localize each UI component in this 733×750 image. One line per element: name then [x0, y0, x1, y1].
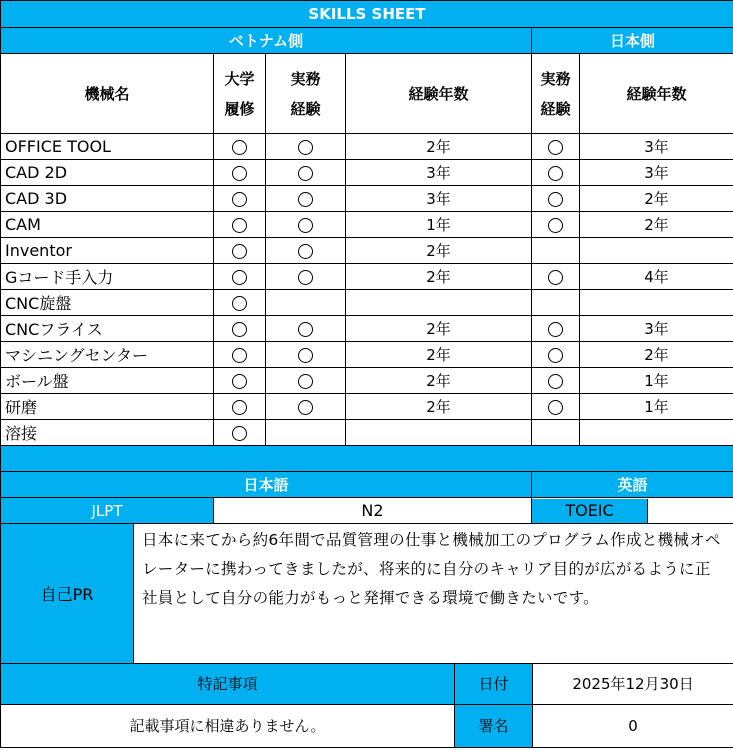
skill-name: CAM — [1, 212, 214, 238]
jp-practice-mark — [532, 238, 580, 264]
japan-header: 日本側 — [532, 28, 733, 54]
practice-years: 2年 — [346, 394, 532, 420]
practice-mark — [266, 134, 346, 160]
practice-years: 1年 — [346, 212, 532, 238]
university-mark — [214, 264, 266, 290]
english-lang-header: 英語 — [532, 472, 733, 498]
check-circle-icon — [232, 244, 247, 259]
skill-name: 溶接 — [1, 420, 214, 446]
practice-years: 2年 — [346, 342, 532, 368]
university-mark — [214, 290, 266, 316]
notes-row — [1, 664, 733, 705]
jp-practice-years: 3年 — [580, 134, 733, 160]
check-circle-icon — [298, 244, 313, 259]
col-practice-line2: 経験 — [290, 99, 321, 118]
spacer-band — [1, 446, 733, 472]
japanese-lang-header: 日本語 — [1, 472, 532, 498]
col-university-line2: 履修 — [224, 99, 255, 118]
skill-name: CNC旋盤 — [1, 290, 214, 316]
practice-mark — [266, 264, 346, 290]
skill-name: Inventor — [1, 238, 214, 264]
practice-years: 2年 — [346, 264, 532, 290]
pr-row — [1, 524, 733, 664]
check-circle-icon — [548, 140, 563, 155]
jp-practice-years: 2年 — [580, 186, 733, 212]
date-value: 2025年12月30日 — [572, 675, 694, 693]
notes-label: 特記事項 — [1, 664, 455, 704]
jp-practice-years: 3年 — [580, 316, 733, 342]
practice-mark — [266, 420, 346, 446]
university-mark — [214, 394, 266, 420]
check-circle-icon — [232, 400, 247, 415]
check-circle-icon — [548, 166, 563, 181]
jp-practice-years: 3年 — [580, 160, 733, 186]
check-circle-icon — [232, 426, 247, 441]
skill-row — [1, 160, 733, 186]
skill-row — [1, 420, 733, 446]
signature-value: 0 — [628, 717, 638, 735]
check-circle-icon — [548, 400, 563, 415]
jp-practice-years: 1年 — [580, 394, 733, 420]
declaration-row — [1, 705, 733, 748]
check-circle-icon — [232, 166, 247, 181]
practice-mark — [266, 212, 346, 238]
toeic-label: TOEIC — [532, 499, 648, 523]
university-mark — [214, 342, 266, 368]
university-mark — [214, 212, 266, 238]
check-circle-icon — [232, 374, 247, 389]
skill-rows — [1, 134, 733, 446]
practice-mark — [266, 394, 346, 420]
check-circle-icon — [232, 348, 247, 363]
skill-row — [1, 212, 733, 238]
check-circle-icon — [548, 270, 563, 285]
col-university-line1: 大学 — [224, 69, 255, 88]
university-mark — [214, 134, 266, 160]
check-circle-icon — [298, 400, 313, 415]
skill-row — [1, 394, 733, 420]
university-mark — [214, 420, 266, 446]
university-mark — [214, 316, 266, 342]
check-circle-icon — [298, 140, 313, 155]
jp-practice-years — [580, 420, 733, 446]
practice-mark — [266, 316, 346, 342]
check-circle-icon — [232, 140, 247, 155]
practice-years: 3年 — [346, 186, 532, 212]
practice-years — [346, 420, 532, 446]
skill-name: Gコード手入力 — [1, 264, 214, 290]
university-mark — [214, 368, 266, 394]
skill-name: 研磨 — [1, 394, 214, 420]
col-university — [214, 54, 266, 134]
jp-practice-mark — [532, 316, 580, 342]
university-mark — [214, 160, 266, 186]
col-practice-line1: 実務 — [290, 69, 321, 88]
check-circle-icon — [298, 192, 313, 207]
skill-name: ボール盤 — [1, 368, 214, 394]
skill-row — [1, 264, 733, 290]
declaration-text: 記載事項に相違ありません。 — [1, 705, 455, 747]
date-label: 日付 — [455, 664, 533, 704]
jp-practice-years — [580, 290, 733, 316]
pr-text: 日本に来てから約6年間で品質管理の仕事と機械加工のプログラム作成と機械オペレーターに携わってきましたが、将来的に自分のキャリア目的が広がるように正社員として自分の能力がもっと発揮できる環境で働きたいです。 — [142, 531, 721, 607]
practice-mark — [266, 368, 346, 394]
col-jp-practice-line1: 実務 — [540, 69, 571, 88]
practice-mark — [266, 342, 346, 368]
jp-practice-mark — [532, 420, 580, 446]
toeic-cell — [532, 498, 733, 524]
jp-practice-mark — [532, 394, 580, 420]
practice-years: 3年 — [346, 160, 532, 186]
col-years: 経験年数 — [346, 54, 532, 134]
check-circle-icon — [548, 322, 563, 337]
jp-practice-mark — [532, 264, 580, 290]
skill-name: CNCフライス — [1, 316, 214, 342]
university-mark — [214, 186, 266, 212]
jp-practice-mark — [532, 134, 580, 160]
vietnam-header: ベトナム側 — [1, 28, 532, 54]
practice-mark — [266, 186, 346, 212]
jp-practice-years: 4年 — [580, 264, 733, 290]
col-practice — [266, 54, 346, 134]
jlpt-value: N2 — [214, 498, 532, 524]
practice-years: 2年 — [346, 368, 532, 394]
skill-row — [1, 368, 733, 394]
practice-years: 2年 — [346, 316, 532, 342]
signature-label: 署名 — [455, 705, 533, 747]
toeic-value — [648, 499, 733, 523]
skill-name: CAD 2D — [1, 160, 214, 186]
skill-row — [1, 238, 733, 264]
col-machine-name: 機械名 — [1, 54, 214, 134]
col-jp-years: 経験年数 — [580, 54, 733, 134]
check-circle-icon — [232, 270, 247, 285]
practice-years — [346, 290, 532, 316]
practice-mark — [266, 238, 346, 264]
check-circle-icon — [548, 348, 563, 363]
col-jp-practice-line2: 経験 — [540, 99, 571, 118]
check-circle-icon — [232, 296, 247, 311]
jp-practice-mark — [532, 290, 580, 316]
practice-mark — [266, 160, 346, 186]
skill-row — [1, 342, 733, 368]
check-circle-icon — [232, 192, 247, 207]
jp-practice-mark — [532, 212, 580, 238]
skill-row — [1, 316, 733, 342]
practice-years: 2年 — [346, 134, 532, 160]
skill-row — [1, 134, 733, 160]
col-jp-practice — [532, 54, 580, 134]
skill-name: CAD 3D — [1, 186, 214, 212]
skill-name: マシニングセンター — [1, 342, 214, 368]
jp-practice-years — [580, 238, 733, 264]
check-circle-icon — [298, 166, 313, 181]
jp-practice-years: 2年 — [580, 212, 733, 238]
jlpt-label: JLPT — [1, 498, 214, 524]
check-circle-icon — [298, 322, 313, 337]
sheet-title: SKILLS SHEET — [1, 1, 733, 28]
jp-practice-mark — [532, 160, 580, 186]
check-circle-icon — [298, 374, 313, 389]
university-mark — [214, 238, 266, 264]
check-circle-icon — [548, 218, 563, 233]
check-circle-icon — [548, 192, 563, 207]
jp-practice-years: 2年 — [580, 342, 733, 368]
skill-row — [1, 186, 733, 212]
skill-row — [1, 290, 733, 316]
practice-years: 2年 — [346, 238, 532, 264]
skill-name: OFFICE TOOL — [1, 134, 214, 160]
check-circle-icon — [298, 218, 313, 233]
check-circle-icon — [232, 322, 247, 337]
jp-practice-mark — [532, 368, 580, 394]
practice-mark — [266, 290, 346, 316]
pr-label: 自己PR — [1, 524, 134, 663]
check-circle-icon — [298, 348, 313, 363]
jp-practice-mark — [532, 342, 580, 368]
check-circle-icon — [232, 218, 247, 233]
jp-practice-years: 1年 — [580, 368, 733, 394]
check-circle-icon — [298, 270, 313, 285]
check-circle-icon — [548, 374, 563, 389]
jp-practice-mark — [532, 186, 580, 212]
